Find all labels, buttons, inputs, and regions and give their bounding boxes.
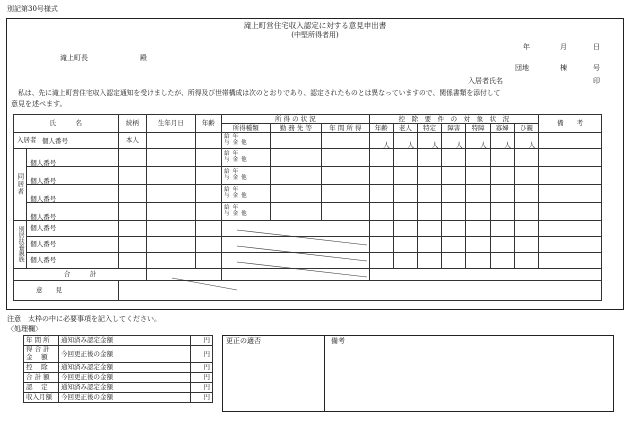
- workplace-input[interactable]: [270, 149, 322, 167]
- header-ded-specific: 特定: [418, 124, 442, 133]
- my-number-label: 個人番号: [27, 203, 118, 221]
- income-kyu: 給: [224, 204, 230, 211]
- table-row: [14, 133, 602, 149]
- income-yo: 与: [224, 156, 230, 163]
- remarks-input[interactable]: [539, 237, 602, 253]
- header-relation: 続柄: [118, 115, 147, 133]
- header-name: 氏 名: [14, 115, 119, 133]
- resident-cell: [14, 133, 119, 149]
- opinion-input[interactable]: [118, 281, 601, 301]
- relation-input[interactable]: [118, 149, 147, 167]
- date-year: 年: [523, 43, 530, 51]
- table-row: [14, 237, 602, 253]
- income-type-cell: [222, 133, 270, 149]
- birth-input[interactable]: [147, 149, 195, 167]
- header-income-status: 所 得 の 状 況: [222, 115, 370, 124]
- addressee-honorific: 殿: [140, 54, 147, 62]
- income-kin: 金: [232, 174, 239, 181]
- age-input[interactable]: [195, 237, 221, 253]
- workplace-input[interactable]: [270, 185, 322, 203]
- annual-income-input[interactable]: [322, 203, 369, 221]
- seal-mark: 印: [593, 77, 600, 85]
- birth-input[interactable]: [147, 167, 195, 185]
- proc-unit: 円: [191, 346, 213, 363]
- age-input[interactable]: [195, 167, 221, 185]
- header-ded-widow: 寡婦: [490, 124, 514, 133]
- birth-input[interactable]: [147, 221, 195, 237]
- my-number-label: 個人番号: [27, 185, 118, 203]
- income-kyu: 給: [224, 133, 230, 140]
- building-label: 棟: [560, 64, 567, 72]
- opinion-row: [14, 281, 602, 301]
- age-input[interactable]: [195, 185, 221, 203]
- income-yo: 与: [224, 174, 230, 181]
- relation-input[interactable]: [118, 253, 147, 269]
- proc-label-deduction-total: 合 計 額: [24, 373, 59, 383]
- income-type-cell: [222, 167, 270, 185]
- my-number-label: 個人番号: [27, 253, 118, 269]
- birth-input[interactable]: [147, 253, 195, 269]
- reason-box[interactable]: [222, 335, 325, 412]
- total-income-input[interactable]: [222, 269, 370, 281]
- form-subtitle: (中堅所得者用): [291, 31, 339, 39]
- header-workplace: 勤 務 先 等: [270, 124, 322, 133]
- birth-input[interactable]: [147, 185, 195, 203]
- relation-input[interactable]: [118, 185, 147, 203]
- workplace-input[interactable]: [270, 203, 322, 221]
- remarks-input[interactable]: [539, 167, 602, 185]
- proc-unit: 円: [191, 363, 213, 373]
- table-row: [14, 167, 602, 185]
- statement-line1: 私は、先に滝上町営住宅収入認定通知を受けましたが、所得及び世帯構成は次のとおりであり、認定されたものとは異なっていますので、関係書類を添付して: [18, 89, 501, 97]
- separate-label-cell: [14, 221, 27, 269]
- remarks-input[interactable]: [539, 203, 602, 221]
- header-age: 年齢: [195, 115, 221, 133]
- income-nen: 年: [232, 168, 239, 175]
- ded-count-elderly: 人: [393, 133, 417, 149]
- proc-item: 今回更正後の金額: [59, 393, 191, 403]
- income-ta: 他: [241, 174, 247, 181]
- total-label: 合 計: [14, 269, 147, 281]
- annual-income-input[interactable]: [322, 185, 369, 203]
- workplace-input[interactable]: [270, 133, 322, 149]
- relation-input[interactable]: [118, 167, 147, 185]
- opinion-label: 意 見: [14, 281, 119, 301]
- ded-count-age: 人: [369, 133, 393, 149]
- cohabitant-label-cell: [14, 149, 27, 221]
- annual-income-input[interactable]: [322, 167, 369, 185]
- ded-count-specific: 人: [418, 133, 442, 149]
- proc-item: 通知済み認定金額: [59, 363, 191, 373]
- header-income-type: 所得種類: [222, 124, 270, 133]
- income-type-cell: [222, 185, 270, 203]
- relation-input[interactable]: [118, 237, 147, 253]
- relation-input[interactable]: [118, 203, 147, 221]
- age-input[interactable]: [195, 203, 221, 221]
- income-ta: 他: [241, 139, 247, 146]
- income-kin: 金: [232, 210, 239, 217]
- proc-item: 今回更正後の金額: [59, 373, 191, 383]
- proc-label-certified: 認 定: [24, 383, 59, 393]
- table-row: [14, 203, 602, 221]
- table-row: [14, 253, 602, 269]
- header-ded-elderly: 老人: [393, 124, 417, 133]
- my-number-label: 個人番号: [27, 149, 118, 167]
- header-birth: 生年月日: [147, 115, 195, 133]
- proc-unit: 円: [191, 336, 213, 346]
- income-type-cell: [222, 149, 270, 167]
- danchi-label: 団地: [515, 64, 529, 72]
- date-day: 日: [593, 43, 600, 51]
- resident-label: 入居者: [17, 136, 37, 145]
- annual-income-input[interactable]: [322, 149, 369, 167]
- table-row: [14, 221, 602, 237]
- income-kyu: 給: [224, 150, 230, 157]
- annual-income-input[interactable]: [322, 133, 369, 149]
- income-kyu: 給: [224, 168, 230, 175]
- separate-label: 別居扶養親族: [17, 225, 25, 262]
- my-number-label: 個人番号: [27, 237, 118, 253]
- income-nen: 年: [232, 150, 239, 157]
- remarks-input[interactable]: [539, 185, 602, 203]
- age-input[interactable]: [195, 149, 221, 167]
- income-nen: 年: [232, 186, 239, 193]
- age-input[interactable]: [195, 221, 221, 237]
- age-input[interactable]: [195, 253, 221, 269]
- income-yo: 与: [224, 139, 230, 146]
- resident-name-label: 入居者氏名: [468, 77, 503, 85]
- date-month: 月: [560, 43, 567, 51]
- remarks-input[interactable]: [539, 221, 602, 237]
- header-remarks: 備 考: [539, 115, 602, 133]
- proc-label-monthly: 収入月額: [24, 393, 59, 403]
- income-type-cell: [222, 203, 270, 221]
- proc-item: 通知済み認定金額: [59, 336, 191, 346]
- addressee: 滝上町長: [60, 54, 88, 62]
- income-yo: 与: [224, 210, 230, 217]
- income-nen: 年: [232, 133, 239, 140]
- ded-count-special-disability: 人: [466, 133, 490, 149]
- header-deduction: 控 除 要 件 の 対 象 状 況: [369, 115, 539, 124]
- birth-input[interactable]: [147, 237, 195, 253]
- proc-unit: 円: [191, 393, 213, 403]
- proc-unit: 円: [191, 373, 213, 383]
- proc-item: 今回更正後の金額: [59, 346, 191, 363]
- birth-input[interactable]: [147, 203, 195, 221]
- my-number-label: 個人番号: [27, 167, 118, 185]
- statement-line2: 意見を述べます。: [11, 100, 67, 108]
- income-yo: 与: [224, 192, 230, 199]
- processing-table: [23, 335, 213, 403]
- form-number: 別記第30号様式: [7, 5, 58, 13]
- total-blank: [369, 269, 601, 281]
- header-ded-age: 年齢: [369, 124, 393, 133]
- note-text: 注意 太枠の中に必要事項を記入してください。: [7, 315, 161, 323]
- proc-item: 通知済み認定金額: [59, 383, 191, 393]
- my-number-label: 個人番号: [42, 137, 68, 145]
- number-label: 号: [593, 64, 600, 72]
- income-kin: 金: [232, 139, 239, 146]
- proc-remarks-box[interactable]: [324, 335, 614, 412]
- struck-total-cell: [147, 269, 222, 281]
- income-nen: 年: [232, 204, 239, 211]
- income-ta: 他: [241, 192, 247, 199]
- remarks-input[interactable]: [539, 133, 602, 149]
- total-row: [14, 269, 602, 281]
- proc-remarks-label: 備考: [331, 337, 345, 345]
- remarks-input[interactable]: [539, 253, 602, 269]
- struck-income-cell: [222, 253, 370, 269]
- ded-count-widow: 人: [490, 133, 514, 149]
- struck-income-cell: [222, 221, 370, 237]
- table-row: [14, 149, 602, 167]
- header-annual-income: 年 間 所 得: [322, 124, 369, 133]
- cohabitant-label: 同居者: [16, 172, 25, 195]
- processing-heading: 〈処理欄〉: [7, 325, 42, 333]
- income-kyu: 給: [224, 186, 230, 193]
- income-table: [13, 114, 602, 301]
- header-ded-special-disability: 特障: [466, 124, 490, 133]
- birth-input[interactable]: [147, 133, 195, 149]
- age-input[interactable]: [195, 133, 221, 149]
- workplace-input[interactable]: [270, 167, 322, 185]
- income-kin: 金: [232, 156, 239, 163]
- proc-label-annual: 年 間 所: [24, 336, 59, 346]
- ded-count-single-parent: 人: [514, 133, 538, 149]
- header-ded-single-parent: ひ親: [514, 124, 538, 133]
- table-row: [14, 185, 602, 203]
- remarks-input[interactable]: [539, 149, 602, 167]
- relation-input[interactable]: [118, 221, 147, 237]
- income-kin: 金: [232, 192, 239, 199]
- self-relation: 本人: [118, 133, 147, 149]
- ded-count-disability: 人: [442, 133, 466, 149]
- my-number-label: 個人番号: [27, 221, 118, 237]
- proc-label-total: 得 合 計 金 額: [24, 346, 59, 363]
- proc-label-deduction: 控 除: [24, 363, 59, 373]
- income-ta: 他: [241, 156, 247, 163]
- form-title: 滝上町営住宅収入認定に対する意見申出書: [243, 21, 387, 30]
- reason-label: 更正の適否: [226, 337, 261, 345]
- header-ded-disability: 障害: [442, 124, 466, 133]
- proc-unit: 円: [191, 383, 213, 393]
- income-ta: 他: [241, 210, 247, 217]
- struck-income-cell: [222, 237, 370, 253]
